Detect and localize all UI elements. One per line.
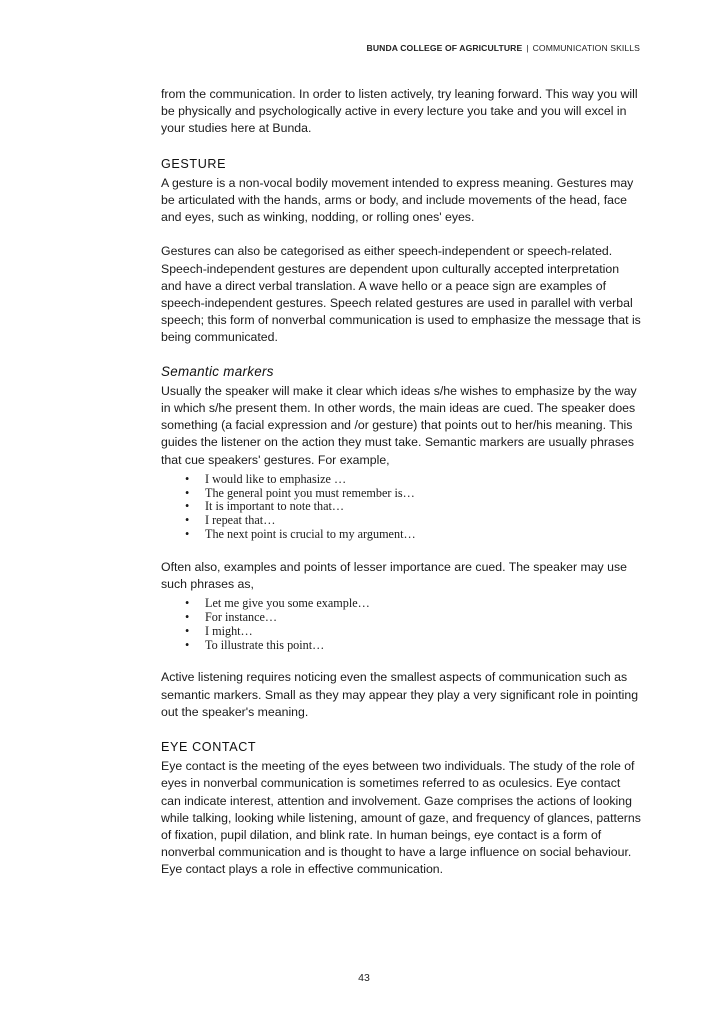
list-item	[161, 597, 641, 611]
bullet-icon: •	[185, 471, 190, 486]
page-body	[161, 86, 641, 879]
list-item	[161, 487, 641, 501]
bullet-icon: •	[185, 596, 190, 611]
section-heading-gesture: GESTURE	[161, 156, 227, 171]
semantic-markers-paragraph-1: Usually the speaker will make it clear which ideas s/he wishes to emphasize by the way in which s/he present them. In other words, the main ideas are cued. The speaker does something (a facial expression and /or gesture) that points out to her/his meaning. This guides the listener on the action they must take. Semantic markers are usually phrases that cue speakers' gestures. For example,	[161, 383, 637, 467]
list-item	[161, 528, 641, 542]
header-college-name: BUNDA COLLEGE OF AGRICULTURE	[366, 43, 523, 53]
list-item-text: I might…	[205, 623, 253, 638]
page-number: 43	[358, 972, 370, 984]
list-item	[161, 473, 641, 487]
bullet-icon: •	[185, 637, 190, 652]
list-item-text: To illustrate this point…	[205, 637, 325, 652]
bullet-icon: •	[185, 499, 190, 514]
list-item	[161, 514, 641, 528]
semantic-markers-list-1	[161, 473, 641, 542]
bullet-icon: •	[185, 623, 190, 638]
list-item-text: I would like to emphasize …	[205, 471, 347, 486]
intro-paragraph: from the communication. In order to listen actively, try leaning forward. This way you will be physically and psychologically active in every lecture you take and you will excel in your studies here at Bunda.	[161, 87, 638, 136]
list-item	[161, 500, 641, 514]
gesture-paragraph-1: A gesture is a non-vocal bodily movement intended to express meaning. Gestures may be articulated with the hands, arms or body, and include movements of the head, face and eyes, such as winking, nodding, or rolling ones' eyes.	[161, 175, 634, 225]
list-item-text: I repeat that…	[205, 513, 276, 528]
list-item	[161, 639, 641, 653]
bullet-icon: •	[185, 527, 190, 542]
list-item	[161, 625, 641, 639]
list-item	[161, 611, 641, 625]
gesture-paragraph-2: Gestures can also be categorised as either speech-independent or speech-related. Speech-independent gestures are dependent upon culturally accepted interpretation and have a direct verbal translation. A wave hello or a peace sign are examples of speech-independent gestures. Speech related gestures are used in parallel with verbal speech; this form of nonverbal communication is used to emphasize the message that is being communicated.	[161, 244, 641, 345]
semantic-markers-paragraph-3: Active listening requires noticing even the smallest aspects of communication such as semantic markers. Small as they may appear they play a very significant role in pointing out the speaker's meaning.	[161, 670, 639, 719]
bullet-icon: •	[185, 485, 190, 500]
semantic-markers-list-2	[161, 597, 641, 652]
list-item-text: The general point you must remember is…	[205, 485, 415, 500]
header-separator: |	[526, 43, 529, 53]
running-header	[367, 43, 640, 53]
list-item-text: For instance…	[205, 610, 278, 625]
header-course-name: COMMUNICATION SKILLS	[532, 43, 640, 53]
list-item-text: The next point is crucial to my argument…	[205, 527, 416, 542]
bullet-icon: •	[185, 513, 190, 528]
eye-contact-paragraph-1: Eye contact is the meeting of the eyes between two individuals. The study of the role of eyes in nonverbal communication is sometimes referred to as oculesics. Eye contact can indicate interest, attention and involvement. Gaze comprises the actions of looking while talking, looking while listening, amount of gaze, and frequency of glances, patterns of fixation, pupil dilation, and blink rate. In human beings, eye contact is a form of nonverbal communication and is thought to have a large influence on social behaviour. Eye contact plays a role in effective communication.	[161, 759, 641, 877]
list-item-text: Let me give you some example…	[205, 596, 370, 611]
section-heading-eye-contact: EYE CONTACT	[161, 740, 257, 755]
list-item-text: It is important to note that…	[205, 499, 345, 514]
semantic-markers-paragraph-2: Often also, examples and points of lesser importance are cued. The speaker may use such phrases as,	[161, 559, 627, 592]
bullet-icon: •	[185, 610, 190, 625]
section-heading-semantic-markers: Semantic markers	[161, 363, 274, 379]
